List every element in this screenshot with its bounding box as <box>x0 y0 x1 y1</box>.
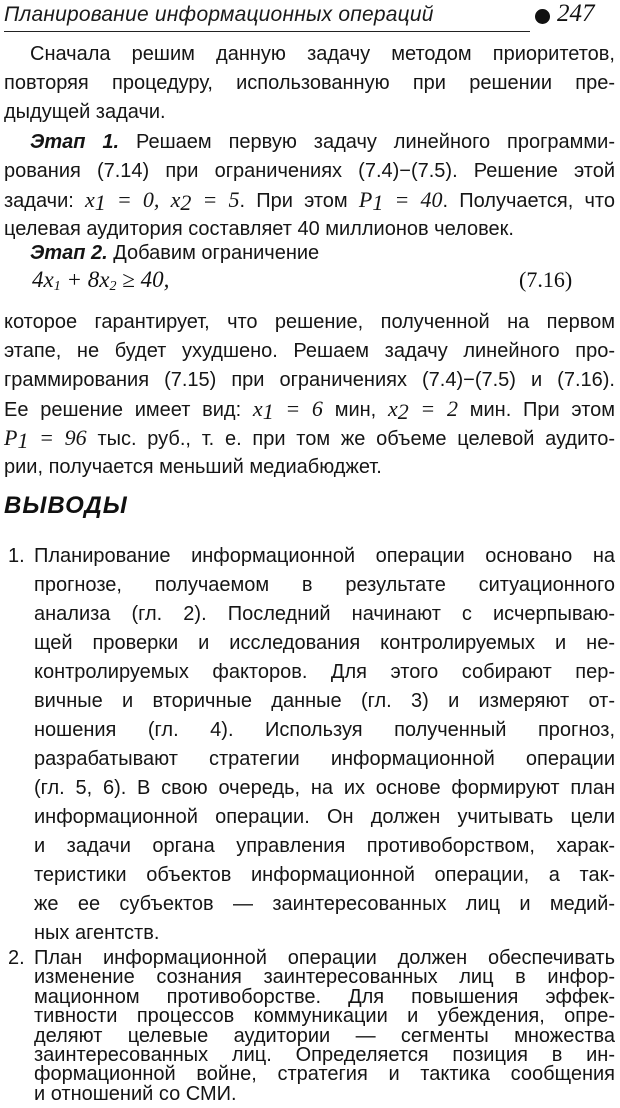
section-heading: ВЫВОДЫ <box>4 492 128 519</box>
stage2-text: мин, <box>322 399 388 421</box>
conclusion-2-line: формационной войне, стратегия и тактика сообщения <box>34 1063 615 1086</box>
header-rule <box>4 31 530 32</box>
var-subscript: 1 <box>17 428 29 453</box>
conclusion-1-line: щей проверки и исследования контролируемых и не- <box>34 632 615 654</box>
formula-7-16 <box>32 266 169 294</box>
var-value: = 40 <box>383 187 443 212</box>
var-subscript: 1 <box>94 190 106 215</box>
var-subscript: 1 <box>262 399 274 424</box>
stage2-label: Этап 2. <box>30 242 108 264</box>
conclusion-1-line: (гл. 5, 6). В свою очередь, на их основе формируют план <box>34 777 615 799</box>
stage1-line: рования (7.14) при ограничениях (7.4)−(7.5). Решение этой <box>4 160 615 182</box>
var-value: = 5 <box>191 187 240 212</box>
formula-part: + 8x <box>60 267 110 292</box>
formula-number: (7.16) <box>519 267 573 292</box>
conclusion-2-line: заинтересованных лиц. Определяется позиция в ин- <box>34 1043 615 1066</box>
stage2-text: Ее решение имеет вид: <box>4 399 253 421</box>
conclusion-1-line: и задачи органа управления противоборством, харак- <box>34 835 615 857</box>
var-value: = 2 <box>408 396 458 421</box>
stage1-label: Этап 1. <box>30 131 120 153</box>
list-number: 1. <box>8 545 25 567</box>
conclusion-1-line: ных агентств. <box>34 922 160 944</box>
conclusion-2-line: изменение сознания заинтересованных лиц в инфор- <box>34 966 615 989</box>
var-subscript: 1 <box>372 190 384 215</box>
stage2-line <box>4 396 615 422</box>
stage2-line <box>30 240 615 266</box>
var-p1: P <box>4 425 18 450</box>
conclusion-2-line: тивности процессов коммуникации и убеждения, опре- <box>34 1005 615 1028</box>
stage2-line: которое гарантирует, что решение, полученной на первом <box>4 311 615 333</box>
conclusion-1-line: ношения (гл. 4). Используя полученный прогноз, <box>34 719 615 741</box>
formula-subscript: 1 <box>53 279 61 294</box>
header-bullet-icon <box>535 9 550 24</box>
conclusion-1-line: же ее субъектов — заинтересованных лиц и медий- <box>34 893 615 915</box>
intro-line: повторяя процедуру, использованную при решении пре- <box>4 72 615 94</box>
running-header <box>4 0 616 34</box>
conclusion-1-line: вичные и вторичные данные (гл. 3) и измеряют от- <box>34 690 615 712</box>
stage1-text: Решаем первую задачу линейного программи- <box>119 131 615 153</box>
conclusion-1-line: контролируемых факторов. Для этого собирают пер- <box>34 661 615 683</box>
conclusion-2-line: мационном противоборстве. Для повышения эффек- <box>34 985 615 1008</box>
page-number: 247 <box>557 0 595 27</box>
stage2-text: мин. При этом <box>457 399 616 421</box>
stage2-line: граммирования (7.15) при ограничениях (7.4)−(7.5) и (7.16). <box>4 369 615 391</box>
var-value: = 96 <box>28 425 87 450</box>
var-value: = 0, <box>105 187 171 212</box>
conclusion-1-line: анализа (гл. 2). Последний начинают с исчерпываю- <box>34 603 615 625</box>
stage1-text: . Получается, что <box>442 190 615 212</box>
var-x2: x <box>170 187 181 212</box>
conclusion-text: Планирование информационной операции основано на <box>34 545 615 567</box>
conclusion-1-line: информационной операции. Он должен учитывать цели <box>34 806 615 828</box>
var-x2: x <box>387 396 398 421</box>
stage2-text: тыс. руб., т. е. при том же объеме целевой аудито- <box>86 428 615 450</box>
stage2-text: Добавим ограничение <box>107 242 320 264</box>
intro-line: Сначала решим данную задачу методом приоритетов, <box>30 43 615 65</box>
stage1-line <box>30 129 615 155</box>
running-header-title: Планирование информационных операций <box>4 3 434 26</box>
var-x1: x <box>85 187 95 212</box>
conclusion-1-line <box>8 543 615 569</box>
var-x1: x <box>252 396 263 421</box>
stage1-text: . При этом <box>239 190 359 212</box>
var-subscript: 2 <box>180 190 192 215</box>
formula-part: 4x <box>32 267 54 292</box>
formula-part: ≥ 40, <box>116 267 170 292</box>
stage2-line: этапе, не будет ухудшено. Решаем задачу линейного про- <box>4 340 615 362</box>
list-number: 2. <box>8 947 25 969</box>
conclusion-text: План информационной операции должен обеспечивать <box>34 947 615 969</box>
var-subscript: 2 <box>397 399 409 424</box>
stage1-line <box>4 187 615 213</box>
stage2-line: рии, получается меньший медиабюджет. <box>4 456 382 478</box>
conclusion-1-line: теристики объектов информационной операции, а так- <box>34 864 615 886</box>
intro-line: дыдущей задачи. <box>4 101 166 123</box>
formula-subscript: 2 <box>109 279 117 294</box>
conclusion-1-line: разрабатывают стратегии информационной операции <box>34 748 615 770</box>
conclusion-1-line: прогнозе, получаемом в результате ситуационного <box>34 574 615 596</box>
stage1-text: задачи: <box>4 190 85 212</box>
conclusion-2-line: деляют целевые аудитории — сегменты множества <box>34 1024 615 1047</box>
stage1-line: целевая аудитория составляет 40 миллионов человек. <box>4 218 514 240</box>
var-p1: P <box>358 187 373 212</box>
conclusion-2-line: и отношений со СМИ. <box>34 1082 237 1105</box>
stage2-line <box>4 425 615 451</box>
var-value: = 6 <box>273 396 323 421</box>
